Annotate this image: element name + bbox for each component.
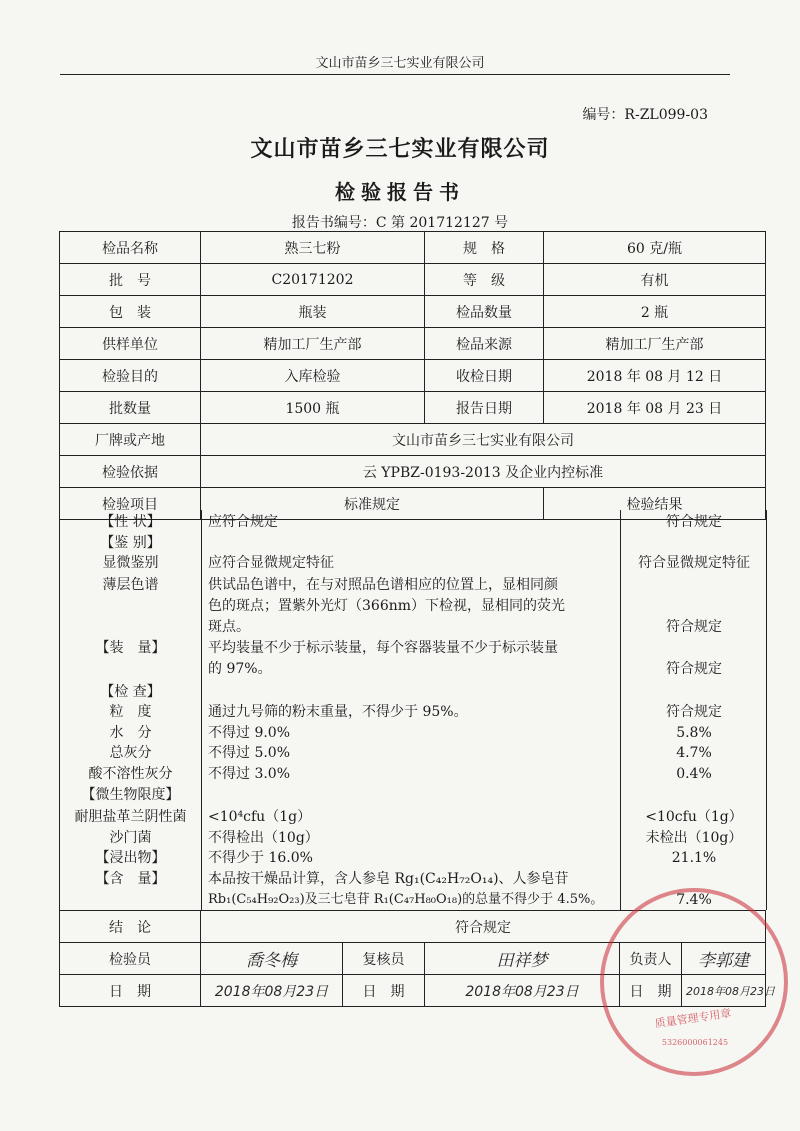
- company-title: 文山市苗乡三七实业有限公司: [250, 136, 550, 162]
- test-standard: 的 97%。: [208, 661, 272, 677]
- test-standard: 色的斑点；置紫外光灯（366nm）下检视，显相同的荧光: [208, 598, 566, 614]
- info-value: 60 克/瓶: [544, 232, 766, 264]
- test-standard: 不得过 3.0%: [208, 766, 291, 782]
- info-value: 熟三七粉: [201, 232, 425, 264]
- info-row: [60, 360, 766, 392]
- seal-text: 质量管理专用章: [654, 1006, 733, 1031]
- test-standard: 应符合规定: [208, 514, 278, 530]
- info-label: 检品来源: [425, 328, 544, 360]
- manager-signature: 李郭建: [682, 943, 766, 975]
- test-standard: 不得过 9.0%: [208, 725, 291, 741]
- test-item: 【装 量】: [95, 640, 166, 656]
- reviewer-signature: 田祥梦: [425, 943, 620, 975]
- header-divider: [60, 74, 730, 75]
- inspector-label: 检验员: [60, 943, 201, 975]
- test-result: 符合显微规定特征: [638, 555, 750, 571]
- test-result: 符合规定: [666, 514, 722, 530]
- test-result: 4.7%: [676, 745, 712, 761]
- manager-label: 负责人: [620, 943, 682, 975]
- test-item: 薄层色谱: [102, 577, 159, 593]
- seal-code: 5326000061245: [661, 1038, 729, 1047]
- info-label: 检品数量: [425, 296, 544, 328]
- info-label: 检品名称: [60, 232, 201, 264]
- document-code: 编号：R-ZL099-03: [582, 107, 708, 123]
- items-header-standard: 标准规定: [201, 488, 544, 520]
- test-item: 水 分: [109, 725, 152, 741]
- test-standard: 供试品色谱中，在与对照品色谱相应的位置上，显相同颜: [208, 577, 558, 593]
- info-table: [59, 231, 766, 520]
- test-standard: 斑点。: [208, 619, 250, 635]
- info-value: 文山市苗乡三七实业有限公司: [201, 424, 766, 456]
- info-label: 等 级: [425, 264, 544, 296]
- test-section: 【检 查】: [100, 684, 161, 700]
- info-row: [60, 328, 766, 360]
- info-label: 报告日期: [425, 392, 544, 424]
- test-item: 酸不溶性灰分: [88, 766, 173, 782]
- info-label: 检验目的: [60, 360, 201, 392]
- header-company: 文山市苗乡三七实业有限公司: [315, 56, 485, 71]
- test-item: 显微鉴别: [102, 555, 159, 571]
- test-section: 【鉴 别】: [100, 535, 161, 551]
- company-seal: [600, 888, 788, 1076]
- test-result: 符合规定: [666, 704, 722, 720]
- items-header-item: 检验项目: [60, 488, 201, 520]
- info-value: 入库检验: [201, 360, 425, 392]
- info-label: 厂牌或产地: [60, 424, 201, 456]
- test-section: 【微生物限度】: [81, 787, 180, 803]
- items-header-result: 检验结果: [544, 488, 766, 520]
- info-row: [60, 456, 766, 488]
- date-label: 日 期: [60, 975, 201, 1007]
- test-standard: Rb₁(C₅₄H₉₂O₂₃)及三七皂苷 R₁(C₄₇H₈₀O₁₈)的总量不得少于 4.5%。: [208, 892, 604, 907]
- info-label: 规 格: [425, 232, 544, 264]
- test-standard: <10⁴cfu（1g）: [208, 809, 312, 825]
- date-label: 日 期: [620, 975, 682, 1007]
- inspector-signature: 喬冬梅: [201, 943, 343, 975]
- test-result: 21.1%: [671, 850, 717, 866]
- info-value: 1500 瓶: [201, 392, 425, 424]
- conclusion-value: 符合规定: [201, 911, 766, 943]
- test-result: <10cfu（1g）: [645, 809, 743, 825]
- test-item: 沙门菌: [109, 830, 152, 846]
- test-items: [59, 510, 767, 910]
- test-result: 0.4%: [676, 766, 712, 782]
- info-value: 精加工厂生产部: [544, 328, 766, 360]
- info-label: 批数量: [60, 392, 201, 424]
- info-label: 批 号: [60, 264, 201, 296]
- test-item: 总灰分: [109, 745, 152, 761]
- test-standard: 本品按干燥品计算，含人参皂 Rg₁(C₄₂H₇₂O₁₄)、人参皂苷: [208, 871, 569, 887]
- info-row: [60, 392, 766, 424]
- info-value: 瓶装: [201, 296, 425, 328]
- test-standard: 通过九号筛的粉末重量，不得少于 95%。: [208, 704, 468, 720]
- test-item: 【性 状】: [100, 514, 161, 530]
- report-title: 检验报告书: [335, 180, 465, 204]
- test-result: 未检出（10g）: [645, 830, 743, 846]
- info-value: 有机: [544, 264, 766, 296]
- test-item: 耐胆盐革兰阴性菌: [74, 809, 187, 825]
- info-value: 2018 年 08 月 23 日: [544, 392, 766, 424]
- test-result: 5.8%: [676, 725, 712, 741]
- info-value: C20171202: [201, 264, 425, 296]
- info-value: 2018 年 08 月 12 日: [544, 360, 766, 392]
- column-divider: [620, 510, 621, 910]
- test-standard: 应符合显微规定特征: [208, 555, 334, 571]
- info-row: [60, 424, 766, 456]
- report-number: 报告书编号：C 第 201712127 号: [291, 215, 509, 231]
- test-item: 粒 度: [109, 704, 152, 720]
- info-row: [60, 296, 766, 328]
- test-standard: 不得检出（10g）: [208, 830, 319, 846]
- inspector-date: 2018年08月23日: [201, 975, 343, 1007]
- manager-date: 2018年08月23日: [682, 975, 766, 1007]
- info-label: 供样单位: [60, 328, 201, 360]
- test-standard: 不得过 5.0%: [208, 745, 291, 761]
- test-result: 7.4%: [676, 892, 712, 908]
- test-result: 符合规定: [666, 619, 722, 635]
- conclusion-label: 结 论: [60, 911, 201, 943]
- info-row: [60, 264, 766, 296]
- column-divider: [201, 510, 202, 910]
- test-result: 符合规定: [666, 661, 722, 677]
- info-row: [60, 232, 766, 264]
- info-label: 检验依据: [60, 456, 201, 488]
- info-label: 收检日期: [425, 360, 544, 392]
- info-label: 包 装: [60, 296, 201, 328]
- date-label: 日 期: [343, 975, 425, 1007]
- info-value: 精加工厂生产部: [201, 328, 425, 360]
- info-value: 2 瓶: [544, 296, 766, 328]
- test-standard: 平均装量不少于标示装量，每个容器装量不少于标示装量: [208, 640, 558, 656]
- test-item: 【含 量】: [95, 871, 166, 887]
- reviewer-label: 复核员: [343, 943, 425, 975]
- test-standard: 不得少于 16.0%: [208, 850, 313, 866]
- info-value: 云 YPBZ-0193-2013 及企业内控标准: [201, 456, 766, 488]
- reviewer-date: 2018年08月23日: [425, 975, 620, 1007]
- test-item: 【浸出物】: [95, 850, 166, 866]
